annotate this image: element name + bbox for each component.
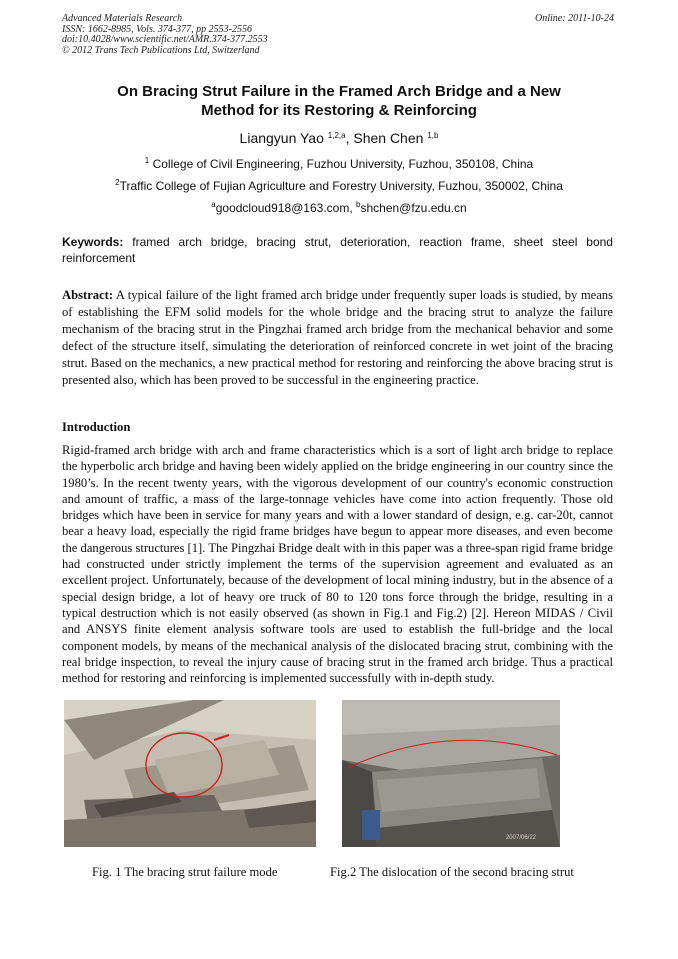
author-affiliation-mark: 1,2,a: [327, 131, 346, 140]
email-separator: ,: [349, 201, 357, 215]
keywords-text: framed arch bridge, bracing strut, deterioration, reaction frame, sheet steel bond reinforcement: [62, 235, 613, 265]
title-line-1: On Bracing Strut Failure in the Framed Arch Bridge and a New: [117, 83, 561, 100]
email-mark: b: [356, 200, 361, 209]
author-name: Shen Chen: [353, 130, 424, 146]
online-date: Online: 2011-10-24: [535, 13, 614, 24]
figure-1-photo: [64, 700, 316, 847]
keywords-label: Keywords:: [62, 235, 124, 249]
section-heading: Introduction: [62, 420, 131, 434]
bracing-strut-photo: [64, 700, 316, 847]
paper-title: [62, 82, 616, 120]
journal-name: Advanced Materials Research: [62, 13, 183, 24]
author-emails: [62, 201, 616, 215]
author-name: Liangyun Yao: [239, 130, 324, 146]
affiliation-mark: 1: [144, 156, 150, 165]
email-link[interactable]: goodcloud918@163.com: [215, 201, 350, 215]
introduction-text: Rigid-framed arch bridge with arch and frame characteristics which is a sort of light arch bridge to replace the hyperbolic arch bridge and having been widely applied on the bridge engineering in our country since the 1980’s. In the recent twenty years, with the vigorous development of our country's economic construction and amount of traffic, a mass of the large-tonnage vehicles have come into action frequently. Those old bridges which have been in service for many years and with a lower standard of design, e.g. car-20t, cannot bear a heavy load, especially the rigid frame bridges have begun to appear more diseases, and even become the dangerous structures [1]. The Pingzhai Bridge dealt with in this paper was a three-span rigid frame bridge had constructed under strictly implement the terms of the supervision agreement and evaluated as an excellent project. Unfortunately, because of the development of local mining industry, but in the absence of a special design bridge, a lot of heavy ore truck of 80 to 120 tons force through the bridge, resulting in a typical destruction which is not easily observed (as shown in Fig.1 and Fig.2) [2]. Hereon MIDAS / Civil and ANSYS finite element analysis software tools are used to establish the full-bridge and the local component models, by means of the mechanical analysis of the dislocated bracing strut, combining with the real bridge inspection, to reveal the injury cause of bracing strut in the framed arch bridge. Thus a practical method for restoring and reinforcing is implemented successfully with in-depth study.: [62, 443, 613, 686]
figure-2-photo: [342, 700, 560, 847]
email-mark: a: [211, 200, 216, 209]
photo-date-stamp: 2007/06/22: [505, 835, 536, 841]
affiliation-text: College of Civil Engineering, Fuzhou University, Fuzhou, 350108, China: [152, 157, 534, 171]
abstract-text: A typical failure of the light framed arch bridge under frequently super loads is studied, by means of establishing the EFM solid models for the whole bridge and the bracing strut to analyze the failure mechanism of the bracing strut in the Pingzhai framed arch bridge from the mechanical behavior and some defect of the structure itself, simulating the deterioration of reinforced concrete in wet joint of the bracing strut. Based on the mechanics, a new practical method for restoring and reinforcing the above bracing strut is presented also, which has been proved to be successful in the engineering practice.: [62, 288, 613, 387]
email-link[interactable]: shchen@fzu.edu.cn: [360, 201, 467, 215]
affiliation-text: Traffic College of Fujian Agriculture and Forestry University, Fuzhou, 350002, China: [119, 179, 563, 193]
figure-caption: Fig.2 The dislocation of the second bracing strut: [330, 865, 574, 879]
journal-header: [62, 14, 268, 56]
affiliation-2: [62, 179, 616, 193]
issn-line: ISSN: 1662-8985, Vols. 374-377, pp 2553-2556: [62, 23, 252, 35]
abstract: [62, 287, 613, 389]
author-affiliation-mark: 1,b: [427, 131, 439, 140]
author-list: [62, 130, 616, 146]
title-line-2: Method for its Restoring & Reinforcing: [201, 102, 477, 119]
affiliation-mark: 2: [115, 178, 120, 187]
affiliation-1: [62, 157, 616, 171]
author-separator: ,: [345, 130, 354, 146]
copyright-line: © 2012 Trans Tech Publications Ltd, Switzerland: [62, 44, 260, 56]
keywords: [62, 234, 613, 266]
figure-caption: Fig. 1 The bracing strut failure mode: [92, 865, 278, 879]
abstract-label: Abstract:: [62, 288, 114, 302]
dislocated-strut-photo: [342, 700, 560, 847]
doi-line: doi:10.4028/www.scientific.net/AMR.374-377.2553: [62, 34, 268, 45]
